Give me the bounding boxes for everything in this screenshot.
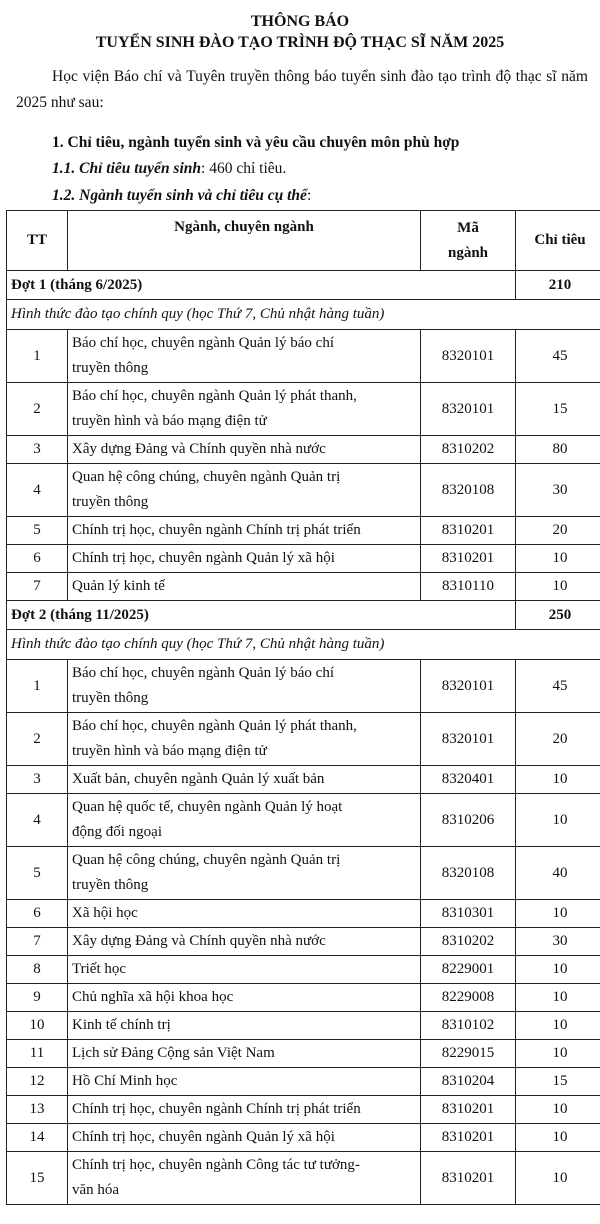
row-tt: 3	[7, 436, 68, 464]
row-quota: 10	[516, 984, 600, 1012]
row-tt: 2	[7, 713, 68, 766]
table-row	[7, 713, 600, 766]
row-quota: 30	[516, 464, 600, 517]
row-tt: 6	[7, 900, 68, 928]
row-tt: 3	[7, 766, 68, 794]
row-quota: 15	[516, 1068, 600, 1096]
row-name	[68, 545, 421, 573]
table-row	[7, 330, 600, 383]
row-name-line1: Quan hệ quốc tế, chuyên ngành Quản lý hoạt	[72, 799, 343, 815]
table-row	[7, 1096, 600, 1124]
row-code: 8310201	[421, 1152, 516, 1205]
row-name-line1: Lịch sử Đảng Cộng sản Việt Nam	[72, 1045, 275, 1061]
table-row	[7, 984, 600, 1012]
row-tt: 11	[7, 1040, 68, 1068]
row-tt: 5	[7, 847, 68, 900]
row-code: 8229001	[421, 956, 516, 984]
row-name	[68, 464, 421, 517]
row-name-line2: truyền thông	[72, 690, 149, 706]
doc-subtitle: TUYỂN SINH ĐÀO TẠO TRÌNH ĐỘ THẠC SĨ NĂM 2025	[95, 34, 505, 51]
quota-label: 1.1. Chỉ tiêu tuyển sinh	[52, 160, 202, 177]
row-name-line1: Triết học	[72, 961, 127, 977]
row-code: 8310301	[421, 900, 516, 928]
row-quota: 30	[516, 928, 600, 956]
table-row	[7, 900, 600, 928]
row-name-line1: Quản lý kinh tế	[72, 578, 165, 594]
row-name-line1: Báo chí học, chuyên ngành Quản lý báo chí	[72, 335, 335, 351]
row-name-line1: Xã hội học	[72, 905, 138, 921]
row-name	[68, 1096, 421, 1124]
doc-title: THÔNG BÁO	[250, 13, 350, 30]
intro-paragraph: Học viện Báo chí và Tuyên truyền thông báo tuyển sinh đào tạo trình độ thạc sĩ năm 2025 như sau:	[16, 68, 588, 111]
row-name	[68, 766, 421, 794]
row-name	[68, 660, 421, 713]
row-tt: 5	[7, 517, 68, 545]
table-row	[7, 660, 600, 713]
row-name-line1: Báo chí học, chuyên ngành Quản lý báo chí	[72, 665, 335, 681]
row-code: 8320108	[421, 464, 516, 517]
row-code: 8310206	[421, 794, 516, 847]
row-code: 8310201	[421, 517, 516, 545]
row-name-line2: truyền thông	[72, 494, 149, 510]
batch-total: 210	[516, 271, 600, 300]
row-quota: 10	[516, 956, 600, 984]
row-name	[68, 436, 421, 464]
row-code: 8310110	[421, 573, 516, 601]
row-code: 8320101	[421, 330, 516, 383]
table-row	[7, 573, 600, 601]
header-code-line1: Mã	[457, 219, 479, 236]
batch-row	[7, 601, 600, 630]
row-quota: 45	[516, 660, 600, 713]
row-name	[68, 928, 421, 956]
row-code: 8320101	[421, 713, 516, 766]
quota-line	[52, 156, 600, 182]
table-row	[7, 1040, 600, 1068]
row-quota: 10	[516, 1096, 600, 1124]
row-name-line2: truyền hình và báo mạng điện tử	[72, 413, 267, 429]
row-name	[68, 713, 421, 766]
table-row	[7, 1124, 600, 1152]
majors-table	[6, 210, 600, 1205]
row-name	[68, 847, 421, 900]
row-tt: 9	[7, 984, 68, 1012]
row-quota: 10	[516, 1152, 600, 1205]
section-heading: 1. Chỉ tiêu, ngành tuyển sinh và yêu cầu chuyên môn phù hợp	[52, 134, 460, 151]
table-row	[7, 956, 600, 984]
table-row	[7, 517, 600, 545]
row-name-line1: Chính trị học, chuyên ngành Quản lý xã hội	[72, 1129, 335, 1145]
row-quota: 15	[516, 383, 600, 436]
row-name-line2: truyền hình và báo mạng điện tử	[72, 743, 267, 759]
batch-title: Đợt 1 (tháng 6/2025)	[7, 271, 516, 300]
row-name-line1: Hồ Chí Minh học	[72, 1073, 178, 1089]
row-tt: 1	[7, 660, 68, 713]
row-name-line1: Quan hệ công chúng, chuyên ngành Quản trị	[72, 469, 341, 485]
row-code: 8229015	[421, 1040, 516, 1068]
mode-label: Hình thức đào tạo chính quy (học Thứ 7, Chủ nhật hàng tuần)	[7, 630, 600, 660]
row-tt: 10	[7, 1012, 68, 1040]
row-name-line2: động đối ngoại	[72, 824, 162, 840]
row-name	[68, 1012, 421, 1040]
row-code: 8229008	[421, 984, 516, 1012]
mode-row	[7, 300, 600, 330]
batch-total: 250	[516, 601, 600, 630]
batch-row	[7, 271, 600, 300]
row-code: 8310204	[421, 1068, 516, 1096]
row-quota: 80	[516, 436, 600, 464]
table-row	[7, 1152, 600, 1205]
majors-suffix: :	[306, 187, 312, 204]
row-name-line1: Kinh tế chính trị	[72, 1017, 171, 1033]
table-row	[7, 1012, 600, 1040]
row-tt: 15	[7, 1152, 68, 1205]
row-code: 8310201	[421, 1096, 516, 1124]
row-name	[68, 900, 421, 928]
row-code: 8310102	[421, 1012, 516, 1040]
row-code: 8310201	[421, 1124, 516, 1152]
mode-row	[7, 630, 600, 660]
header-name: Ngành, chuyên ngành	[68, 211, 421, 271]
row-name-line1: Quan hệ công chúng, chuyên ngành Quản trị	[72, 852, 341, 868]
row-code: 8310202	[421, 928, 516, 956]
row-code: 8320401	[421, 766, 516, 794]
row-tt: 13	[7, 1096, 68, 1124]
row-code: 8320101	[421, 383, 516, 436]
row-name-line1: Xây dựng Đảng và Chính quyền nhà nước	[72, 441, 326, 457]
majors-line	[52, 183, 600, 209]
row-quota: 10	[516, 1040, 600, 1068]
row-name	[68, 1068, 421, 1096]
row-quota: 20	[516, 517, 600, 545]
table-row	[7, 928, 600, 956]
row-quota: 20	[516, 713, 600, 766]
row-tt: 12	[7, 1068, 68, 1096]
row-quota: 40	[516, 847, 600, 900]
row-quota: 10	[516, 545, 600, 573]
row-code: 8320101	[421, 660, 516, 713]
row-name	[68, 1040, 421, 1068]
row-tt: 2	[7, 383, 68, 436]
table-row	[7, 794, 600, 847]
row-name	[68, 1152, 421, 1205]
row-tt: 7	[7, 573, 68, 601]
row-tt: 6	[7, 545, 68, 573]
batch-title: Đợt 2 (tháng 11/2025)	[7, 601, 516, 630]
row-tt: 14	[7, 1124, 68, 1152]
row-name	[68, 1124, 421, 1152]
row-quota: 10	[516, 794, 600, 847]
row-name-line1: Báo chí học, chuyên ngành Quản lý phát thanh,	[72, 388, 357, 404]
row-name-line2: văn hóa	[72, 1182, 120, 1198]
row-name	[68, 517, 421, 545]
row-quota: 10	[516, 766, 600, 794]
row-name-line2: truyền thông	[72, 877, 149, 893]
row-tt: 7	[7, 928, 68, 956]
row-code: 8310201	[421, 545, 516, 573]
mode-label: Hình thức đào tạo chính quy (học Thứ 7, Chủ nhật hàng tuần)	[7, 300, 600, 330]
row-tt: 1	[7, 330, 68, 383]
row-tt: 4	[7, 464, 68, 517]
row-name-line1: Xuất bản, chuyên ngành Quản lý xuất bản	[72, 771, 325, 787]
row-name-line1: Báo chí học, chuyên ngành Quản lý phát thanh,	[72, 718, 357, 734]
header-tt: TT	[7, 211, 68, 271]
table-row	[7, 1068, 600, 1096]
row-name-line1: Xây dựng Đảng và Chính quyền nhà nước	[72, 933, 326, 949]
row-tt: 4	[7, 794, 68, 847]
row-name	[68, 573, 421, 601]
row-name-line1: Chính trị học, chuyên ngành Công tác tư tưởng-	[72, 1157, 360, 1173]
row-name-line1: Chính trị học, chuyên ngành Chính trị phát triển	[72, 1101, 361, 1117]
table-row	[7, 766, 600, 794]
table-body	[7, 271, 600, 1205]
row-quota: 10	[516, 1124, 600, 1152]
header-quota: Chỉ tiêu	[516, 211, 600, 271]
row-name	[68, 956, 421, 984]
row-name	[68, 794, 421, 847]
quota-value: : 460 chỉ tiêu.	[201, 160, 287, 177]
table-row	[7, 436, 600, 464]
row-name-line1: Chính trị học, chuyên ngành Quản lý xã hội	[72, 550, 335, 566]
header-code	[421, 211, 516, 271]
row-name-line1: Chủ nghĩa xã hội khoa học	[72, 989, 234, 1005]
row-name	[68, 330, 421, 383]
table-header-row	[7, 211, 600, 271]
row-name	[68, 383, 421, 436]
majors-label: 1.2. Ngành tuyển sinh và chỉ tiêu cụ thể	[52, 187, 307, 204]
row-quota: 10	[516, 573, 600, 601]
table-row	[7, 545, 600, 573]
header-code-line2: ngành	[447, 244, 489, 261]
row-quota: 10	[516, 900, 600, 928]
row-name-line2: truyền thông	[72, 360, 149, 376]
row-code: 8310202	[421, 436, 516, 464]
row-quota: 10	[516, 1012, 600, 1040]
row-quota: 45	[516, 330, 600, 383]
table-row	[7, 383, 600, 436]
row-code: 8320108	[421, 847, 516, 900]
row-tt: 8	[7, 956, 68, 984]
table-row	[7, 464, 600, 517]
row-name	[68, 984, 421, 1012]
table-row	[7, 847, 600, 900]
row-name-line1: Chính trị học, chuyên ngành Chính trị phát triển	[72, 522, 361, 538]
